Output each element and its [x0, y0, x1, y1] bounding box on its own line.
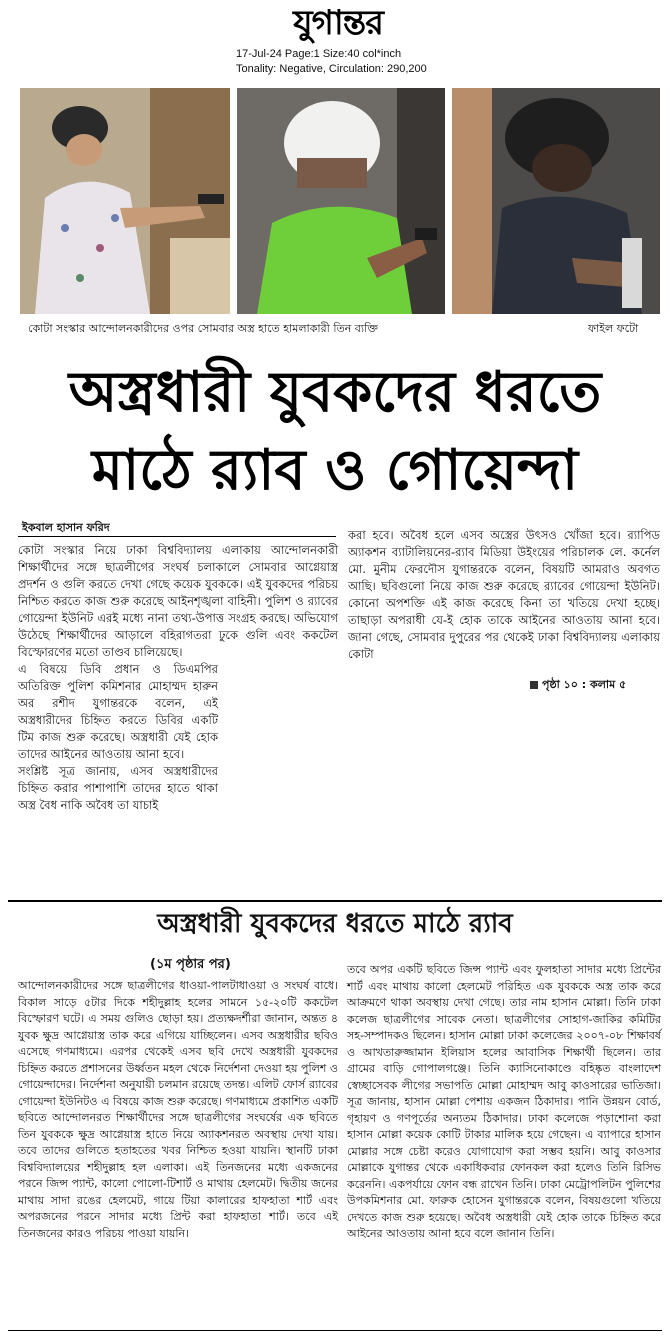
newspaper-logo: যুগান্তর	[293, 3, 383, 43]
article-paragraph: করা হবে। অবৈধ হলে এসব অস্ত্রের উৎসও খোঁজা হবে। র‍্যাপিড অ্যাকশন ব্যাটালিয়নের-র‍্যাব মিডিয়া উইংয়ের পরিচালক লে. কর্নেল মো. মুনীম ফেরদৌস যুগান্তরকে বলেন, বিষয়টি আমরাও অবগত আছি। ছবিগুলো নিয়ে কাজ শুরু করেছে র‍্যাবের গোয়েন্দা ইউনিট। কোনো অপশক্তি এই কাজ করেছে কিনা তা খতিয়ে দেখা হচ্ছে। তাছাড়া অপরাধী যে-ই হোক তাকে আইনের আওতায় আনা হবে। জানা গেছে, সোমবার দুপুরের পর থেকেই ঢাকা বিশ্ববিদ্যালয় এলাকায় কোটা	[348, 528, 660, 661]
photo-gunman-3	[452, 88, 660, 314]
continued-label: পৃষ্ঠা ১০ : কলাম ৫	[542, 678, 627, 691]
byline-divider	[18, 536, 336, 537]
article-left-column	[18, 542, 338, 814]
clipping-meta-size: 17-Jul-24 Page:1 Size:40 col*inch	[236, 48, 402, 60]
bottom-rule	[8, 1330, 662, 1331]
continuation-left-column: আন্দোলনকারীদের সঙ্গে ছাত্রলীগের ধাওয়া-পালটাধাওয়া ও সংঘর্ষ বাধে। বিকাল সাড়ে ৫টার দিকে শহীদুল্লাহ হলের সামনে ১৫-২০টি ককটেল বিস্ফোরণ ঘটে। এ সময় গুলিও ছোড়া হয়। প্রত্যক্ষদর্শীরা জানান, অন্তত ৪ যুবক ক্ষুদ্র আগ্নেয়াস্ত্র তাক করে এগিয়ে যাচ্ছিলেন। এসব অস্ত্রধারীর ছবিও এসেছে গণমাধ্যমে। এরপর থেকেই এসব ছবি দেখে অস্ত্রধারী যুবকদের চিহ্নিত করতে প্রশাসনের উর্ধ্বতন মহল থেকে নির্দেশনা দেওয়া হয় পুলিশ ও গোয়েন্দাদের। নির্দেশনা অনুযায়ী চলমান রয়েছে তদন্ত। এলিট ফোর্স র‍্যাবের গোয়েন্দা ইউনিটও এ বিষয়ে কাজ শুরু করেছে। গণমাধ্যমে প্রকাশিত একটি ছবিতে আন্দোলনরত শিক্ষার্থীদের সঙ্গে ছাত্রলীগের সংঘর্ষের এক ছবিতে তিন যুবককে ক্ষুদ্র আগ্নেয়াস্ত্র হাতে নিয়ে অ্যাকশনরত অবস্থায় দেখা যায়। তবে তাদের গুলিতে হতাহতের খবর নিশ্চিত হওয়া যায়নি। স্থানটি ঢাকা বিশ্ববিদ্যালয়ের শহীদুল্লাহ হল এলাকা। এই তিনজনের মধ্যে একজনের পরনে জিন্স প্যান্ট, কালো পোলো-টিশার্ট ও মাথায় হেলমেট। দ্বিতীয় জনের মাথায় সাদা রঙের হেলমেট, গায়ে টিয়া কালারের হাফহাতা শার্ট এবং অপরজনের পরনে সাদার মধ্যে প্রিন্ট করা হাফহাতা শার্ট। তবে এই তিনজনের কারও পরিচয় পাওয়া যায়নি।	[18, 979, 338, 1240]
section-divider	[8, 900, 662, 902]
photo-credit: ফাইল ফটো	[588, 322, 639, 335]
article-paragraph: কোটা সংস্কার নিয়ে ঢাকা বিশ্ববিদ্যালয় এলাকায় আন্দোলনকারী শিক্ষার্থীদের সঙ্গে ছাত্রলীগের সংঘর্ষ চলাকালে সোমবার আগ্নেয়াস্ত্র প্রদর্শন ও গুলি করতে দেখা গেছে কয়েক যুবককে। এই যুবকদের পরিচয় নিশ্চিত করতে কাজ শুরু করেছে আইনশৃঙ্খলা বাহিনী। পুলিশ ও র‍্যাবের গোয়েন্দা ইউনিট এরই মধ্যে নানা তথ্য-উপাত্ত সংগ্রহ করছে। অভিযোগ উঠেছে শিক্ষার্থীদের আড়ালে বহিরাগতরা ঢুকে গুলি এবং ককটেল বিস্ফোরণের মতো তাণ্ডব চালিয়েছে।	[18, 543, 338, 659]
photo-gunman-1	[20, 88, 230, 314]
continuation-headline: অস্ত্রধারী যুবকদের ধরতে মাঠে র‍্যাব	[157, 909, 513, 939]
article-right-column	[348, 527, 660, 663]
headline-line-2: মাঠে র‍্যাব ও গোয়েন্দা	[91, 438, 579, 503]
continuation-subhead: (১ম পৃষ্ঠার পর)	[150, 957, 231, 972]
square-bullet-icon	[530, 681, 538, 689]
photo-caption: কোটা সংস্কার আন্দোলনকারীদের ওপর সোমবার অস্ত্র হাতে হামলাকারী তিন ব্যক্তি	[28, 322, 378, 335]
photo-gunman-2	[237, 88, 445, 314]
continued-on-page	[530, 676, 626, 695]
byline: ইকবাল হাসান ফরিদ	[22, 521, 110, 534]
headline-line-1: অস্ত্রধারী যুবকদের ধরতে	[68, 360, 602, 425]
article-paragraph: সংশ্লিষ্ট সূত্র জানায়, এসব অস্ত্রধারীদের চিহ্নিত করার পাশাপাশি তাদের হাতে থাকা অস্ত্র বৈধ নাকি অবৈধ তা যাচাই	[18, 764, 218, 812]
continuation-right-column: তবে অপর একটি ছবিতে জিন্স প্যান্ট এবং ফুলহাতা সাদার মধ্যে প্রিন্টের শার্ট এবং মাথায় কালো হেলমেট পরিহিত এক যুবককে অস্ত্র তাক করে আক্রমণে থাকা অবস্থায় দেখা গেছে। তার নাম হাসান মোল্লা। তিনি ঢাকা কলেজ ছাত্রলীগের সাবেক নেতা। ছাত্রলীগের সোহাগ-জাকির কমিটির সহ-সম্পাদকও ছিলেন। হাসান মোল্লা ঢাকা কলেজের ২০০৭-০৮ শিক্ষাবর্ষ ও আখতারুজ্জামান ইলিয়াস হলের আবাসিক শিক্ষার্থী ছিলেন। তার গ্রামের বাড়ি গোপালগঞ্জে। তিনি ক্যাসিনোকাণ্ডে বহিষ্কৃত বাংলাদেশ স্বেচ্ছাসেবক লীগের সভাপতি মোল্লা মোহাম্মদ আবু কাওসারের ভাতিজা। সূত্র জানায়, হাসান মোল্লা পেশায় একজন ঠিকাদার। পানি উন্নয়ন বোর্ড, গৃহায়ণ ও গণপূর্তের অন্যতম ঠিকাদার। ঢাকা কলেজে পড়াশোনা করা হাসান মোল্লা কয়েক কোটি টাকার মালিক হয়ে গেছেন। এ ব্যাপারে হাসান মোল্লার সঙ্গে চেষ্টা করেও যোগাযোগ করা সম্ভব হয়নি। আবু কাওসার মোল্লাকে যুগান্তর থেকে একাধিকবার ফোনকল করা হলেও তিনি রিসিভ করেননি। একপর্যায়ে ফোন বন্ধ রাখেন তিনি। ঢাকা মেট্রোপলিটন পুলিশের উপকমিশনার মো. ফারুক হোসেন যুগান্তরকে বলেন, বিষয়গুলো খতিয়ে দেখতে কাজ শুরু হয়েছে। অবৈধ অস্ত্রধারী যেই হোক তাকে চিহ্নিত করে আইনের আওতায় আনা হবে বলে জানান তিনি।	[347, 963, 661, 1240]
article-paragraph: এ বিষয়ে ডিবি প্রধান ও ডিএমপির অতিরিক্ত পুলিশ কমিশনার মোহাম্মদ হারুন অর রশীদ যুগান্তরকে বলেন, এই অস্ত্রধারীদের চিহ্নিত করতে ডিবির একটি টিম কাজ শুরু করেছে। অস্ত্রধারী যেই হোক তাদের আইনের আওতায় আনা হবে।	[18, 662, 218, 761]
clipping-meta-tonality: Tonality: Negative, Circulation: 290,200	[236, 63, 427, 75]
